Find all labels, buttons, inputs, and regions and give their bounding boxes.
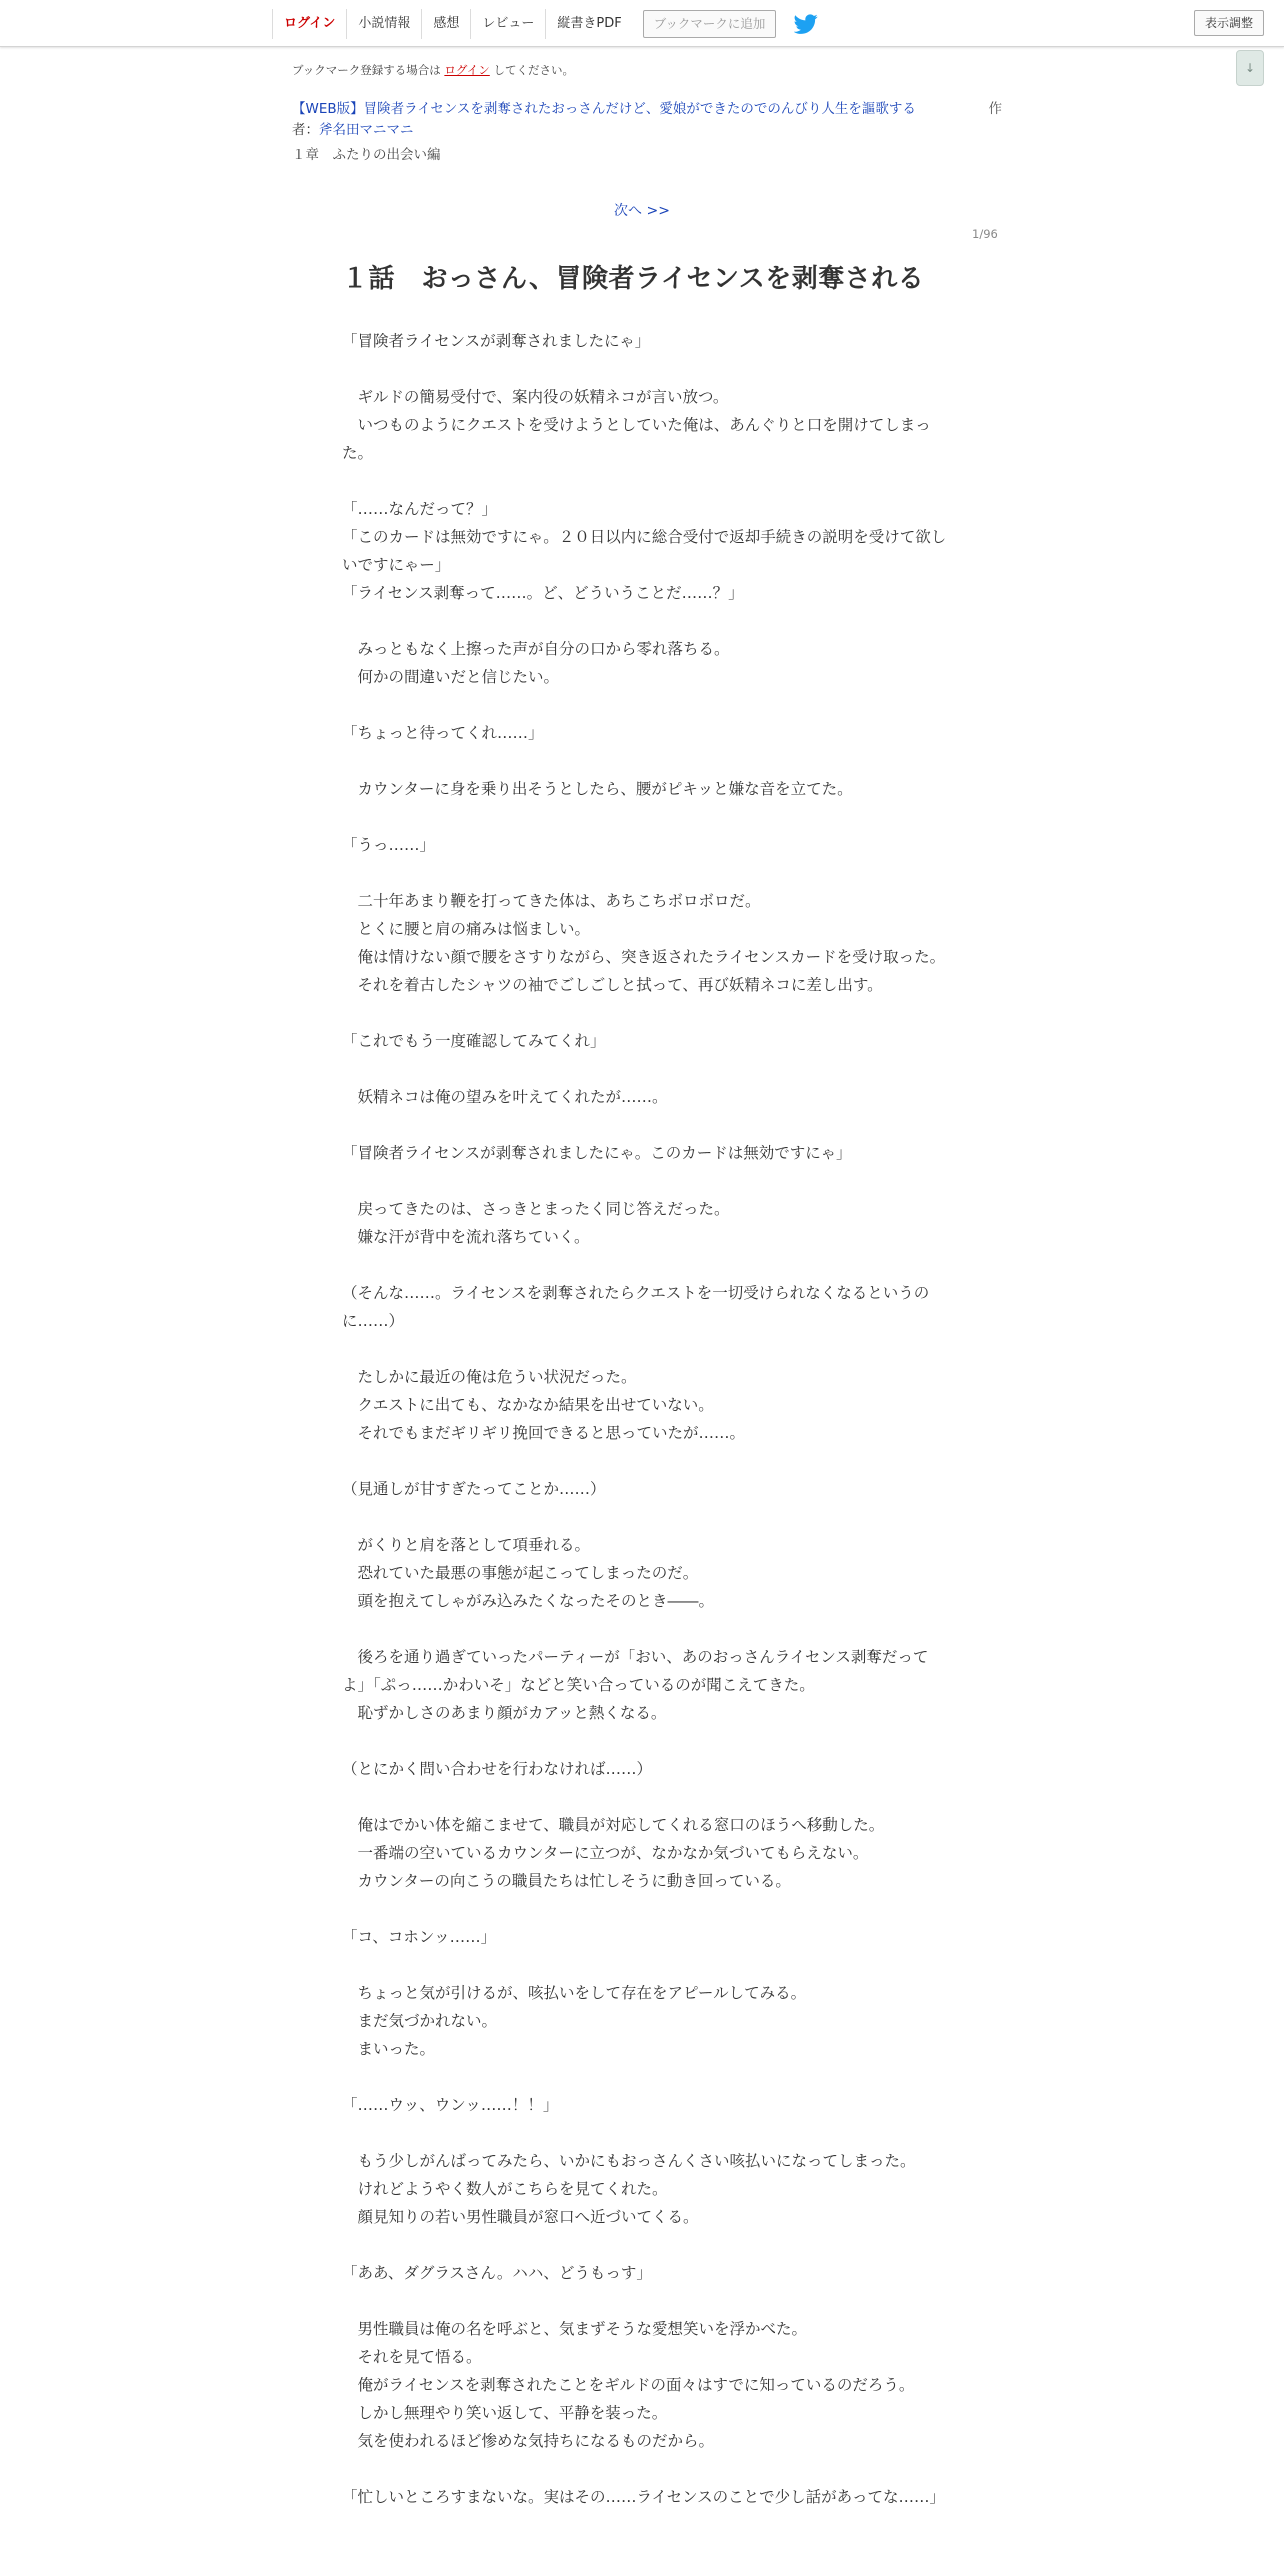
blank-line — [342, 747, 948, 775]
nav-impressions[interactable]: 感想 — [421, 9, 470, 39]
body-paragraph: 「忙しいところすまないな。実はその……ライセンスのことで少し話があってな……」 — [342, 2488, 945, 2506]
blank-line — [342, 355, 948, 383]
blank-line — [342, 1167, 948, 1195]
body-paragraph: たしかに最近の俺は危うい状況だった。 — [342, 1368, 637, 1386]
blank-line — [342, 1447, 948, 1475]
nav-novel-info[interactable]: 小説情報 — [346, 9, 421, 39]
body-paragraph: カウンターの向こうの職員たちは忙しそうに動き回っている。 — [342, 1872, 791, 1890]
episode-title: １話 おっさん、冒険者ライセンスを剥奪される — [342, 264, 925, 294]
body-paragraph: 一番端の空いているカウンターに立つが、なかなか気づいてもらえない。 — [342, 1844, 869, 1862]
author-link[interactable]: 斧名田マニマニ — [319, 122, 414, 138]
body-paragraph: クエストに出ても、なかなか結果を出せていない。 — [342, 1396, 714, 1414]
blank-line — [342, 2063, 948, 2091]
body-paragraph: 「ああ、ダグラスさん。ハハ、どうもっす」 — [342, 2264, 652, 2282]
body-paragraph: みっともなく上擦った声が自分の口から零れ落ちる。 — [342, 640, 730, 658]
body-paragraph: 妖精ネコは俺の望みを叶えてくれたが……。 — [342, 1088, 668, 1106]
nav-login[interactable]: ログイン — [272, 9, 346, 39]
body-paragraph: それでもまだギリギリ挽回できると思っていたが……。 — [342, 1424, 746, 1442]
top-header — [0, 0, 1284, 47]
author-row — [292, 120, 414, 140]
body-paragraph: 後ろを通り過ぎていったパーティーが「おい、あのおっさんライセンス剥奪だってよ」「ぷっ……かわいそ」などと笑い合っているのが聞こえてきた。 — [342, 1648, 929, 1694]
body-paragraph: 「このカードは無効ですにゃ。２０日以内に総合受付で返却手続きの説明を受けて欲しいですにゃー」 — [342, 528, 947, 574]
page-counter: 1/96 — [972, 227, 998, 241]
blank-line — [342, 1055, 948, 1083]
blank-line — [342, 1727, 948, 1755]
body-paragraph: 「ちょっと待ってくれ……」 — [342, 724, 544, 742]
body-paragraph: まいった。 — [342, 2040, 436, 2058]
blank-line — [342, 2455, 948, 2483]
body-paragraph: 戻ってきたのは、さっきとまったく同じ答えだった。 — [342, 1200, 730, 1218]
body-paragraph: 男性職員は俺の名を呼ぶと、気まずそうな愛想笑いを浮かべた。 — [342, 2320, 808, 2338]
scroll-down-tab[interactable]: ↓ — [1236, 50, 1264, 86]
blank-line — [342, 1951, 948, 1979]
blank-line — [342, 1783, 948, 1811]
nav-vertical-pdf[interactable]: 縦書きPDF — [545, 9, 632, 39]
header-nav — [272, 8, 818, 40]
blank-line — [342, 859, 948, 887]
body-paragraph: 「うっ……」 — [342, 836, 436, 854]
blank-line — [342, 2119, 948, 2147]
body-paragraph: 恐れていた最悪の事態が起こってしまったのだ。 — [342, 1564, 699, 1582]
add-bookmark-button[interactable]: ブックマークに追加 — [643, 10, 777, 38]
body-paragraph: ギルドの簡易受付で、案内役の妖精ネコが言い放つ。 — [342, 388, 729, 406]
bookmark-login-note — [292, 62, 574, 78]
blank-line — [342, 2287, 948, 2315]
body-paragraph: いつものようにクエストを受けようとしていた俺は、あんぐりと口を開けてしまった。 — [342, 416, 931, 462]
chapter-title: １章 ふたりの出会い編 — [292, 147, 441, 163]
body-paragraph: 俺はでかい体を縮こませて、職員が対応してくれる窓口のほうへ移動した。 — [342, 1816, 885, 1834]
body-paragraph: 頭を抱えてしゃがみ込みたくなったそのとき――。 — [342, 1592, 715, 1610]
body-paragraph: 恥ずかしさのあまり顔がカアッと熱くなる。 — [342, 1704, 667, 1722]
body-paragraph: 気を使われるほど惨めな気持ちになるものだから。 — [342, 2432, 715, 2450]
twitter-icon[interactable] — [794, 12, 818, 36]
blank-line — [342, 467, 948, 495]
blank-line — [342, 607, 948, 635]
body-paragraph: 「冒険者ライセンスが剥奪されましたにゃ」 — [342, 332, 651, 350]
blank-line — [342, 2231, 948, 2259]
body-paragraph: 俺は情けない顔で腰をさすりながら、突き返されたライセンスカードを受け取った。 — [342, 948, 946, 966]
blank-line — [342, 1615, 948, 1643]
bookmark-note-login-link[interactable]: ログイン — [444, 63, 490, 77]
body-paragraph: 何かの間違いだと信じたい。 — [342, 668, 560, 686]
novel-title-row — [292, 96, 1002, 123]
body-paragraph: ちょっと気が引けるが、咳払いをして存在をアピールしてみる。 — [342, 1984, 807, 2002]
body-paragraph: （とにかく問い合わせを行わなければ……） — [342, 1760, 653, 1778]
blank-line — [342, 1251, 948, 1279]
body-paragraph: それを見て悟る。 — [342, 2348, 482, 2366]
body-paragraph: しかし無理やり笑い返して、平静を装った。 — [342, 2404, 668, 2422]
body-paragraph: もう少しがんばってみたら、いかにもおっさんくさい咳払いになってしまった。 — [342, 2152, 916, 2170]
nav-review[interactable]: レビュー — [470, 9, 545, 39]
author-label-part2: 者： — [292, 122, 319, 138]
blank-line — [342, 1111, 948, 1139]
body-paragraph: まだ気づかれない。 — [342, 2012, 498, 2030]
body-paragraph: （そんな……。ライセンスを剥奪されたらクエストを一切受けられなくなるというのに……） — [342, 1284, 930, 1330]
body-paragraph: とくに腰と肩の痛みは悩ましい。 — [342, 920, 591, 938]
body-paragraph: カウンターに身を乗り出そうとしたら、腰がピキッと嫌な音を立てた。 — [342, 780, 853, 798]
display-settings-button[interactable]: 表示調整 — [1194, 10, 1264, 36]
body-paragraph: 「……ウッ、ウンッ……！！」 — [342, 2096, 559, 2114]
bookmark-note-suffix: してください。 — [493, 63, 574, 77]
bookmark-note-prefix: ブックマーク登録する場合は — [292, 63, 441, 77]
blank-line — [342, 691, 948, 719]
body-paragraph: （見通しが甘すぎたってことか……） — [342, 1480, 606, 1498]
body-paragraph: 「……なんだって？」 — [342, 500, 498, 518]
novel-body-text — [342, 327, 948, 2511]
body-paragraph: 嫌な汗が背中を流れ落ちていく。 — [342, 1228, 590, 1246]
body-paragraph: 「ライセンス剥奪って……。ど、どういうことだ……？」 — [342, 584, 744, 602]
blank-line — [342, 1895, 948, 1923]
blank-line — [342, 803, 948, 831]
next-page-link[interactable]: 次へ >> — [614, 203, 670, 219]
blank-line — [342, 1503, 948, 1531]
body-paragraph: がくりと肩を落として項垂れる。 — [342, 1536, 591, 1554]
blank-line — [342, 1335, 948, 1363]
body-paragraph: 「コ、コホンッ……」 — [342, 1928, 497, 1946]
body-paragraph: 二十年あまり鞭を打ってきた体は、あちこちボロボロだ。 — [342, 892, 761, 910]
author-label-part1: 作 — [988, 101, 1002, 117]
body-paragraph: 「冒険者ライセンスが剥奪されましたにゃ。このカードは無効ですにゃ」 — [342, 1144, 852, 1162]
body-paragraph: 「これでもう一度確認してみてくれ」 — [342, 1032, 606, 1050]
body-paragraph: 顔見知りの若い男性職員が窓口へ近づいてくる。 — [342, 2208, 699, 2226]
blank-line — [342, 999, 948, 1027]
body-paragraph: 俺がライセンスを剥奪されたことをギルドの面々はすでに知っているのだろう。 — [342, 2376, 915, 2394]
body-paragraph: けれどようやく数人がこちらを見てくれた。 — [342, 2180, 668, 2198]
novel-title-link[interactable]: 【WEB版】冒険者ライセンスを剥奪されたおっさんだけど、愛娘ができたのでのんびり人生を謳歌する — [292, 101, 916, 117]
body-paragraph: それを着古したシャツの袖でごしごしと拭って、再び妖精ネコに差し出す。 — [342, 976, 883, 994]
